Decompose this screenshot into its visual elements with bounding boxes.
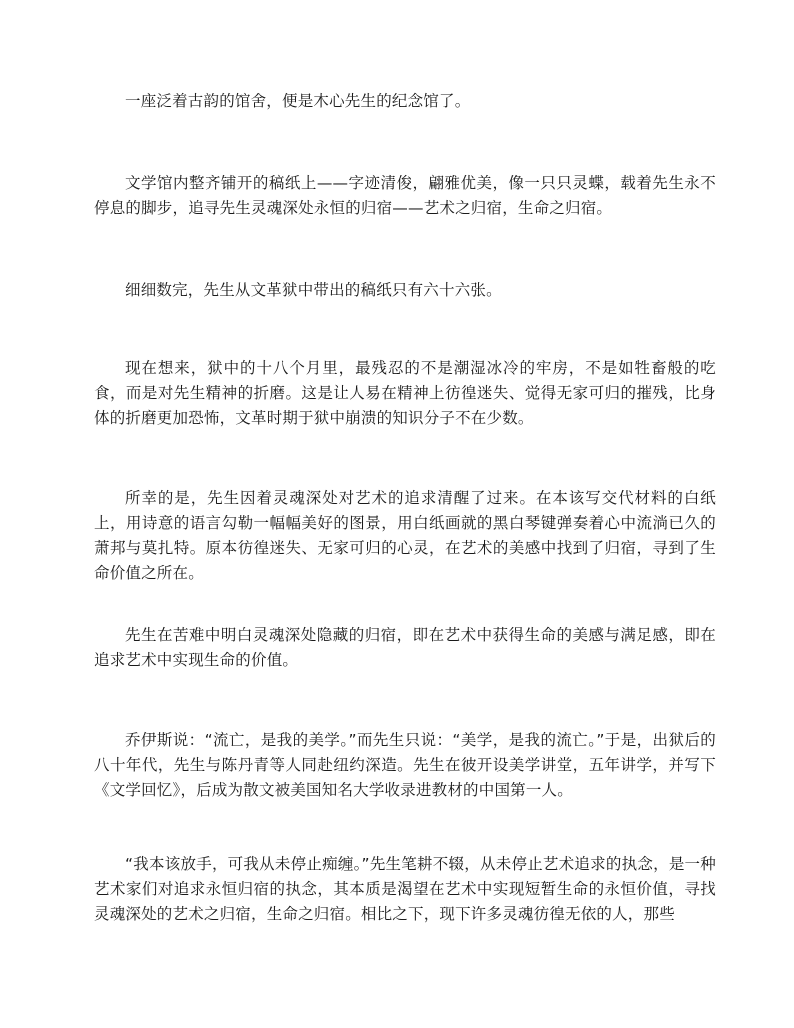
paragraph-5: 所幸的是，先生因着灵魂深处对艺术的追求清醒了过来。在本该写交代材料的白纸上，用诗意的语言勾勒一幅幅美好的图景，用白纸画就的黑白琴键弹奏着心中流淌已久的萧邦与莫扎特。原本彷徨迷失、无家可归的心灵，在艺术的美感中找到了归宿，寻到了生命价值之所在。: [94, 489, 716, 582]
paragraph-6: 先生在苦难中明白灵魂深处隐藏的归宿，即在艺术中获得生命的美感与满足感，即在追求艺术中实现生命的价值。: [94, 626, 716, 669]
paragraph-4: 现在想来，狱中的十八个月里，最残忍的不是潮湿冰冷的牢房，不是如牲畜般的吃食，而是对先生精神的折磨。这是让人易在精神上彷徨迷失、觉得无家可归的摧残，比身体的折磨更加恐怖，文革时期于狱中崩溃的知识分子不在少数。: [94, 359, 716, 427]
paragraph-7: 乔伊斯说：“流亡，是我的美学。”而先生只说：“美学，是我的流亡。”于是，出狱后的八十年代，先生与陈丹青等人同赴纽约深造。先生在彼开设美学讲堂，五年讲学，并写下《文学回忆》，后成为散文被美国知名大学收录进教材的中国第一人。: [94, 731, 716, 799]
paragraph-3: 细细数完，先生从文革狱中带出的稿纸只有六十六张。: [125, 281, 502, 299]
paragraph-2: 文学馆内整齐铺开的稿纸上——字迹清俊，翩雅优美，像一只只灵蝶，载着先生永不停息的脚步，追寻先生灵魂深处永恒的归宿——艺术之归宿，生命之归宿。: [94, 174, 716, 217]
paragraph-1: 一座泛着古韵的馆舍，便是木心先生的纪念馆了。: [125, 92, 471, 110]
paragraph-8: “我本该放手，可我从未停止痴缠。”先生笔耕不辍，从未停止艺术追求的执念，是一种艺术家们对追求永恒归宿的执念，其本质是渴望在艺术中实现短暂生命的永恒价值，寻找灵魂深处的艺术之归宿，生命之归宿。相比之下，现下许多灵魂彷徨无依的人，那些: [94, 855, 716, 923]
